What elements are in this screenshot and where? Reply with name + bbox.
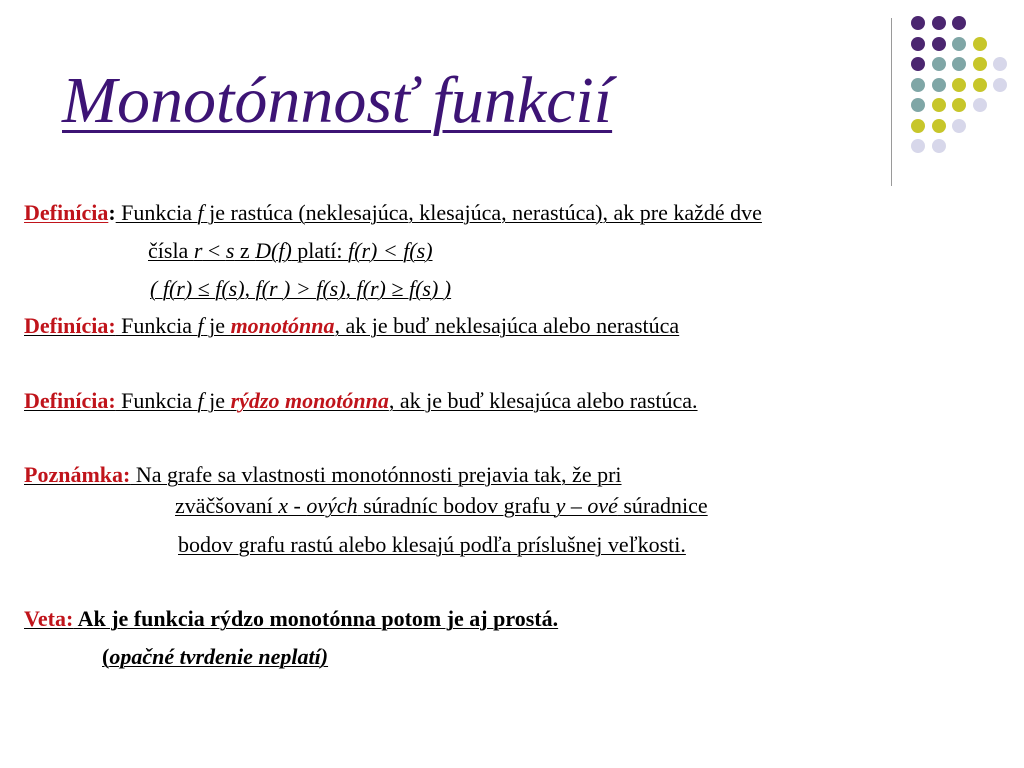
page-title: Monotónnosť funkcií xyxy=(62,64,613,137)
decorative-dot xyxy=(911,139,925,153)
decorative-dot xyxy=(952,98,966,112)
decorative-dot xyxy=(932,16,946,30)
decorative-dot xyxy=(952,78,966,92)
decorative-dot-grid xyxy=(0,0,1024,200)
theorem-converse: opačné tvrdenie neplatí) xyxy=(109,644,329,669)
decorative-dot xyxy=(911,57,925,71)
definition-1-label: Definícia xyxy=(24,200,109,225)
decorative-dot xyxy=(932,119,946,133)
theorem-paren: ( xyxy=(102,644,110,669)
definition-1-s: s xyxy=(225,238,235,263)
definition-2-label: Definícia: xyxy=(24,313,116,338)
definition-1-f: f xyxy=(197,200,204,225)
note-ovych: ových xyxy=(306,493,358,518)
definition-2-f: f xyxy=(197,313,204,338)
definition-1-r: r xyxy=(193,238,203,263)
decorative-dot xyxy=(911,16,925,30)
definition-1-line-1 xyxy=(24,202,762,224)
definition-1-z: z xyxy=(234,238,256,263)
theorem-line-2 xyxy=(102,646,328,668)
definition-3-term: rýdzo monotónna xyxy=(230,388,389,413)
definition-1-text-a: Funkcia xyxy=(115,200,198,225)
definition-1-line-2 xyxy=(148,240,433,262)
decorative-dot xyxy=(911,119,925,133)
decorative-dot xyxy=(911,37,925,51)
decorative-dot xyxy=(952,16,966,30)
definition-2-text-a: Funkcia xyxy=(115,313,198,338)
decorative-dot xyxy=(973,57,987,71)
decorative-dot xyxy=(911,98,925,112)
note-text-2b: - xyxy=(288,493,307,518)
definition-1-line-3: ( f(r) ≤ f(s), f(r ) > f(s), f(r) ≥ f(s) ) xyxy=(150,276,452,301)
decorative-dot xyxy=(993,78,1007,92)
definition-3-text-c: , ak je buď klesajúca alebo rastúca. xyxy=(388,388,698,413)
decorative-dot xyxy=(973,98,987,112)
note-text-2a: zväčšovaní xyxy=(175,493,279,518)
note-label: Poznámka: xyxy=(24,462,131,487)
note-line-2 xyxy=(175,495,708,517)
definition-1-domain: D(f) xyxy=(255,238,292,263)
definition-2-term: monotónna xyxy=(230,313,335,338)
theorem-line-1 xyxy=(24,608,558,630)
decorative-dot xyxy=(993,57,1007,71)
decorative-dot xyxy=(952,119,966,133)
decorative-dot xyxy=(932,78,946,92)
definition-1-text-b: je rastúca (neklesajúca, klesajúca, nerastúca), ak pre každé dve xyxy=(203,200,762,225)
definition-2-text-c: , ak je buď neklesajúca alebo nerastúca xyxy=(334,313,680,338)
note-text-2c: súradníc bodov grafu xyxy=(357,493,556,518)
definition-3 xyxy=(24,390,698,412)
definition-1-inequality: f(r) < f(s) xyxy=(348,238,433,263)
decorative-dot xyxy=(932,98,946,112)
decorative-dot xyxy=(932,37,946,51)
decorative-dot xyxy=(952,37,966,51)
note-text-2d: súradnice xyxy=(617,493,708,518)
definition-1-lt: < xyxy=(202,238,226,263)
theorem-text: Ak je funkcia rýdzo monotónna potom je aj prostá. xyxy=(73,606,559,631)
note-x: x xyxy=(278,493,288,518)
definition-2-text-b: je xyxy=(203,313,231,338)
definition-1-plati: platí: xyxy=(291,238,349,263)
definition-3-text-b: je xyxy=(203,388,231,413)
decorative-dot xyxy=(973,78,987,92)
note-text-1: Na grafe sa vlastnosti monotónnosti prejavia tak, že pri xyxy=(130,462,622,487)
definition-3-f: f xyxy=(197,388,204,413)
definition-1-colon: : xyxy=(108,200,116,225)
theorem-label: Veta: xyxy=(24,606,74,631)
decorative-dot xyxy=(973,37,987,51)
definition-2 xyxy=(24,315,679,337)
decorative-dot xyxy=(932,139,946,153)
decorative-dot xyxy=(932,57,946,71)
decorative-dot xyxy=(911,78,925,92)
note-line-3: bodov grafu rastú alebo klesajú podľa príslušnej veľkosti. xyxy=(178,532,686,557)
note-y: y – ové xyxy=(555,493,618,518)
decorative-dot xyxy=(952,57,966,71)
definition-3-text-a: Funkcia xyxy=(115,388,198,413)
definition-1-cisla: čísla xyxy=(148,238,194,263)
note-line-1 xyxy=(24,464,622,486)
definition-3-label: Definícia: xyxy=(24,388,116,413)
